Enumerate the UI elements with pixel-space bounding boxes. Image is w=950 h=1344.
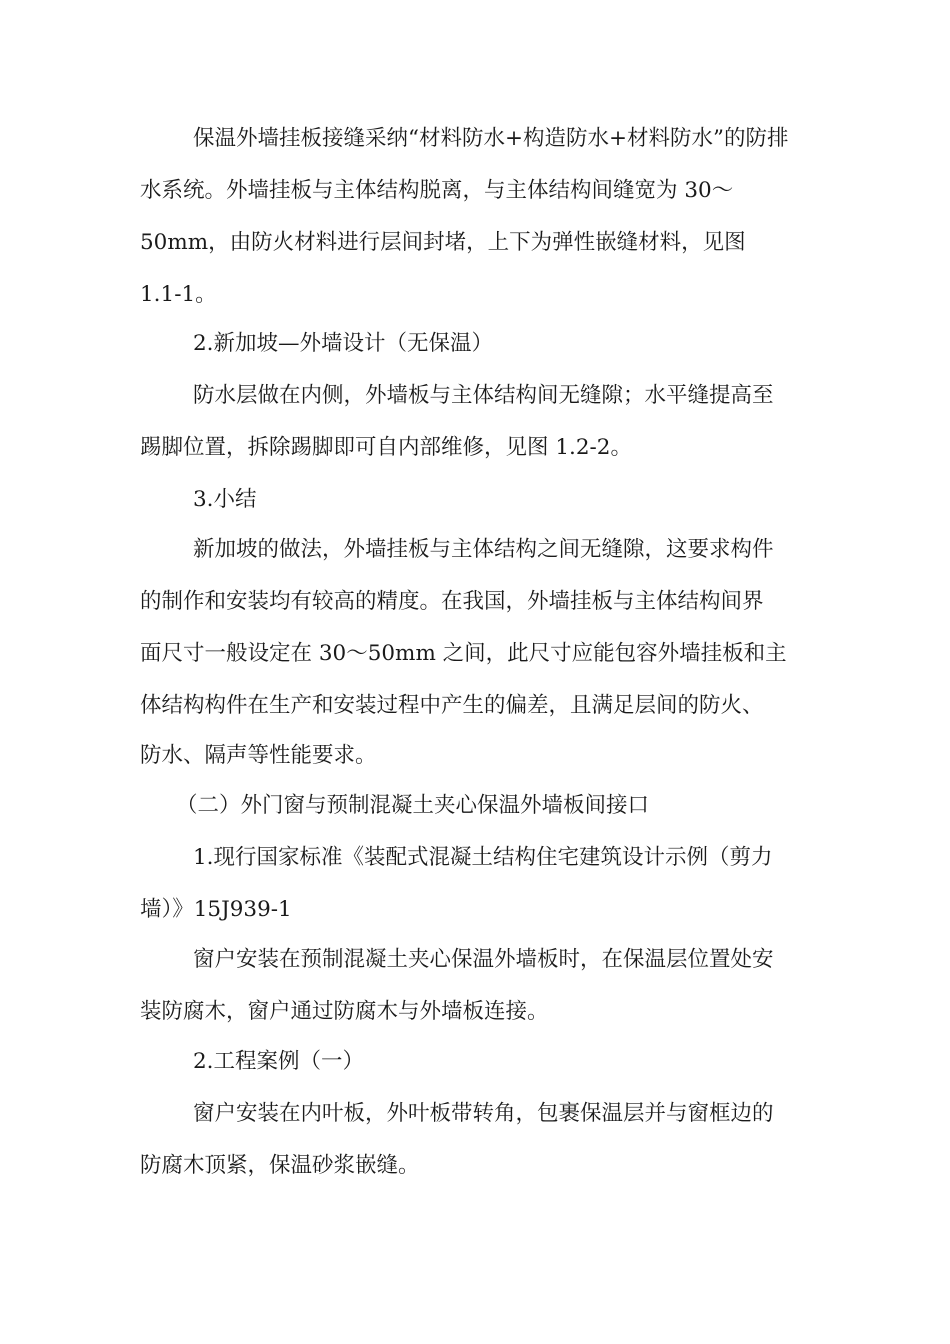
section-heading: 1.现行国家标准《装配式混凝土结构住宅建筑设计示例（剪力 — [193, 845, 773, 870]
paragraph-line: 50mm，由防火材料进行层间封堵，上下为弹性嵌缝材料，见图 — [140, 230, 746, 255]
paragraph-line: 防水层做在内侧，外墙板与主体结构间无缝隙；水平缝提高至 — [193, 383, 774, 408]
paragraph-line: 踢脚位置，拆除踢脚即可自内部维修，见图 1.2-2。 — [140, 435, 632, 460]
paragraph-line: 防腐木顶紧，保温砂浆嵌缝。 — [140, 1153, 420, 1178]
section-heading: 3.小结 — [193, 487, 257, 512]
paragraph-line: 新加坡的做法，外墙挂板与主体结构之间无缝隙，这要求构件 — [193, 537, 774, 562]
section-heading: （二）外门窗与预制混凝土夹心保温外墙板间接口 — [176, 793, 650, 818]
paragraph-line: 水系统。外墙挂板与主体结构脱离，与主体结构间缝宽为 30～ — [140, 178, 734, 203]
paragraph-line: 窗户安装在预制混凝土夹心保温外墙板时，在保温层位置处安 — [193, 947, 774, 972]
paragraph-line: 体结构构件在生产和安装过程中产生的偏差，且满足层间的防火、 — [140, 693, 764, 718]
paragraph-line: 的制作和安装均有较高的精度。在我国，外墙挂板与主体结构间界 — [140, 589, 764, 614]
paragraph-line: 保温外墙挂板接缝采纳“材料防水+构造防水+材料防水”的防排 — [193, 126, 789, 151]
paragraph-line: 防水、隔声等性能要求。 — [140, 743, 377, 768]
paragraph-line: 面尺寸一般设定在 30～50mm 之间，此尺寸应能包容外墙挂板和主 — [140, 641, 787, 666]
section-heading: 2.工程案例（一） — [193, 1049, 365, 1074]
paragraph-line: 窗户安装在内叶板，外叶板带转角，包裹保温层并与窗框边的 — [193, 1101, 774, 1126]
section-heading: 2.新加坡—外墙设计（无保温） — [193, 331, 494, 356]
section-heading: 墙）》15J939-1 — [140, 897, 292, 922]
paragraph-line: 装防腐木，窗户通过防腐木与外墙板连接。 — [140, 999, 549, 1024]
paragraph-line: 1.1-1。 — [140, 282, 217, 307]
